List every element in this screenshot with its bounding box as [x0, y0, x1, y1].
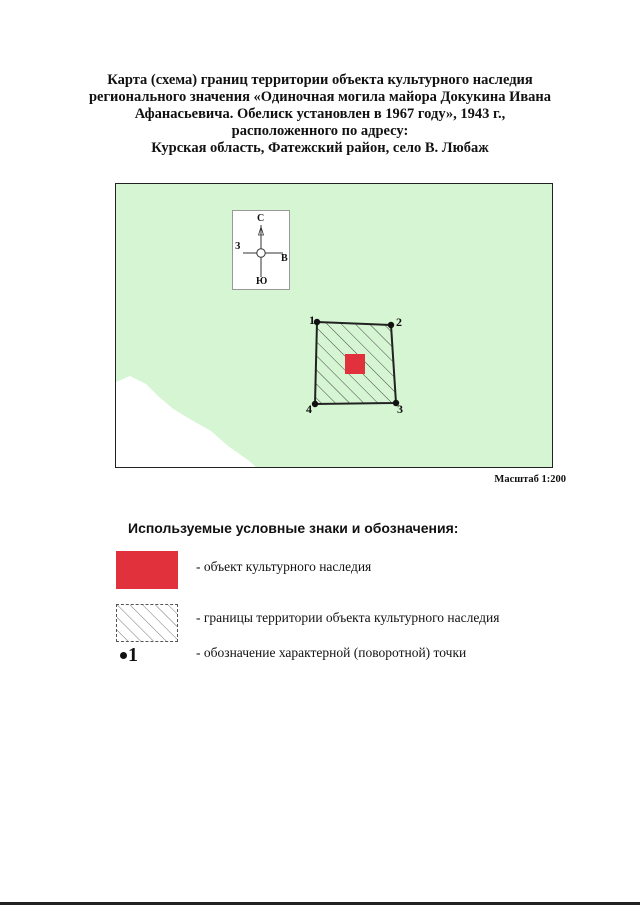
point-2-label: 2	[396, 315, 402, 329]
legend-text: - объект культурного наследия	[196, 559, 372, 574]
hatch-pattern-icon	[117, 605, 177, 641]
title-line: регионального значения «Одиночная могила майора Докукина Ивана	[88, 89, 552, 105]
map-canvas	[116, 184, 553, 468]
point-3-label: 3	[397, 402, 403, 416]
point-marker-icon	[120, 645, 138, 665]
point-4-label: 4	[306, 402, 312, 416]
point-1-label: 1	[309, 313, 315, 327]
compass-rose	[232, 210, 290, 290]
point-marker-label: 1	[128, 644, 138, 666]
dot-icon	[120, 652, 127, 659]
title-line: Курская область, Фатежский район, село В. Любаж	[151, 140, 489, 156]
red-square-icon	[116, 551, 178, 589]
compass-south: Ю	[256, 276, 268, 287]
heritage-object	[345, 354, 365, 374]
hatched-square-icon	[116, 604, 178, 642]
compass-north: С	[257, 213, 265, 224]
legend-title: Используемые условные знаки и обозначения:	[128, 520, 459, 536]
map-scale: Масштаб 1:200	[494, 474, 566, 485]
point-2-marker	[388, 322, 394, 328]
compass-west: З	[235, 241, 241, 252]
legend-text: - обозначение характерной (поворотной) точки	[196, 645, 467, 660]
white-area	[116, 376, 258, 468]
title-line: Карта (схема) границ территории объекта культурного наследия	[107, 72, 533, 88]
map-frame	[115, 183, 553, 468]
point-4-marker	[312, 401, 318, 407]
map-title	[60, 72, 580, 157]
title-line: расположенного по адресу:	[231, 123, 409, 139]
compass-east: В	[281, 253, 288, 264]
legend-text: - границы территории объекта культурного наследия	[196, 610, 500, 625]
title-line: Афанасьевича. Обелиск установлен в 1967 году», 1943 г.,	[134, 106, 506, 122]
